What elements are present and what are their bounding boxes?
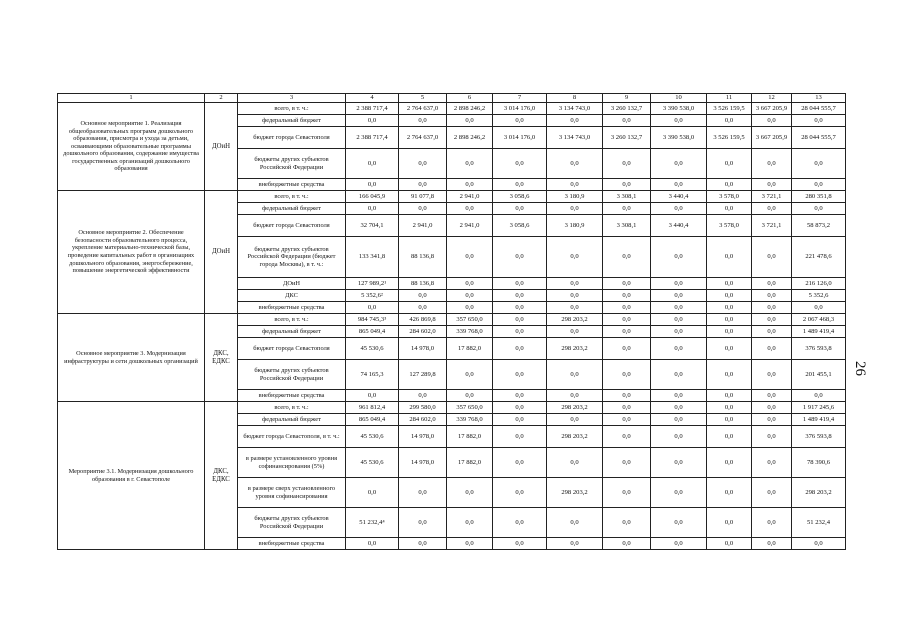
value-cell: 0,0 bbox=[547, 390, 603, 402]
value-cell: 0,0 bbox=[447, 478, 493, 508]
funding-source-cell: всего, в т. ч.: bbox=[238, 191, 346, 203]
value-cell: 0,0 bbox=[547, 115, 603, 127]
funding-source-cell: ДОиН bbox=[238, 278, 346, 290]
value-cell: 88 136,8 bbox=[399, 237, 447, 278]
value-cell: 3 390 538,0 bbox=[651, 103, 707, 115]
value-cell: 0,0 bbox=[603, 149, 651, 179]
value-cell: 0,0 bbox=[346, 302, 399, 314]
value-cell: 0,0 bbox=[651, 149, 707, 179]
value-cell: 0,0 bbox=[752, 203, 792, 215]
value-cell: 0,0 bbox=[493, 115, 547, 127]
value-cell: 1 489 419,4 bbox=[792, 326, 846, 338]
value-cell: 3 440,4 bbox=[651, 215, 707, 237]
value-cell: 0,0 bbox=[493, 448, 547, 478]
value-cell: 298 203,2 bbox=[547, 478, 603, 508]
value-cell: 0,0 bbox=[752, 360, 792, 390]
value-cell: 357 650,0 bbox=[447, 314, 493, 326]
value-cell: 14 978,0 bbox=[399, 338, 447, 360]
header-cell: 9 bbox=[603, 94, 651, 103]
value-cell: 426 869,8 bbox=[399, 314, 447, 326]
funding-source-cell: всего, в т. ч.: bbox=[238, 314, 346, 326]
funding-source-cell: бюджеты других субъектов Российской Федерации bbox=[238, 149, 346, 179]
funding-source-cell: федеральный бюджет bbox=[238, 203, 346, 215]
value-cell: 0,0 bbox=[707, 203, 752, 215]
value-cell: 0,0 bbox=[752, 314, 792, 326]
value-cell: 0,0 bbox=[707, 179, 752, 191]
value-cell: 0,0 bbox=[399, 478, 447, 508]
value-cell: 0,0 bbox=[707, 149, 752, 179]
funding-source-cell: бюджет города Севастополя bbox=[238, 215, 346, 237]
value-cell: 0,0 bbox=[651, 478, 707, 508]
value-cell: 0,0 bbox=[651, 414, 707, 426]
value-cell: 298 203,2 bbox=[547, 426, 603, 448]
header-cell: 5 bbox=[399, 94, 447, 103]
value-cell: 376 593,8 bbox=[792, 338, 846, 360]
value-cell: 0,0 bbox=[493, 203, 547, 215]
value-cell: 0,0 bbox=[651, 278, 707, 290]
value-cell: 5 352,6 bbox=[792, 290, 846, 302]
value-cell: 2 764 637,0 bbox=[399, 127, 447, 149]
executor-cell: ДКС, ЕДКС bbox=[205, 402, 238, 550]
value-cell: 0,0 bbox=[399, 179, 447, 191]
value-cell: 3 014 176,0 bbox=[493, 103, 547, 115]
value-cell: 0,0 bbox=[651, 390, 707, 402]
value-cell: 51 232,4⁴ bbox=[346, 508, 399, 538]
value-cell: 0,0 bbox=[603, 478, 651, 508]
value-cell: 0,0 bbox=[547, 326, 603, 338]
value-cell: 3 721,1 bbox=[752, 215, 792, 237]
header-cell: 10 bbox=[651, 94, 707, 103]
value-cell: 299 580,0 bbox=[399, 402, 447, 414]
value-cell: 0,0 bbox=[707, 402, 752, 414]
funding-source-cell: всего, в т. ч.: bbox=[238, 103, 346, 115]
value-cell: 0,0 bbox=[399, 302, 447, 314]
value-cell: 127 289,8 bbox=[399, 360, 447, 390]
value-cell: 3 180,9 bbox=[547, 215, 603, 237]
value-cell: 0,0 bbox=[752, 538, 792, 550]
value-cell: 0,0 bbox=[493, 390, 547, 402]
value-cell: 0,0 bbox=[707, 478, 752, 508]
value-cell: 339 768,0 bbox=[447, 326, 493, 338]
table-row bbox=[58, 402, 846, 414]
value-cell: 0,0 bbox=[651, 203, 707, 215]
value-cell: 865 049,4 bbox=[346, 414, 399, 426]
value-cell: 0,0 bbox=[447, 203, 493, 215]
funding-source-cell: бюджет города Севастополя, в т. ч.: bbox=[238, 426, 346, 448]
value-cell: 3 014 176,0 bbox=[493, 127, 547, 149]
value-cell: 0,0 bbox=[651, 508, 707, 538]
value-cell: 58 873,2 bbox=[792, 215, 846, 237]
value-cell: 0,0 bbox=[651, 338, 707, 360]
funding-source-cell: бюджеты других субъектов Российской Федерации bbox=[238, 508, 346, 538]
value-cell: 0,0 bbox=[792, 149, 846, 179]
value-cell: 17 882,0 bbox=[447, 426, 493, 448]
value-cell: 0,0 bbox=[603, 203, 651, 215]
value-cell: 0,0 bbox=[752, 149, 792, 179]
value-cell: 0,0 bbox=[603, 326, 651, 338]
value-cell: 0,0 bbox=[752, 390, 792, 402]
value-cell: 0,0 bbox=[493, 426, 547, 448]
value-cell: 0,0 bbox=[603, 115, 651, 127]
value-cell: 0,0 bbox=[447, 149, 493, 179]
value-cell: 0,0 bbox=[603, 314, 651, 326]
value-cell: 0,0 bbox=[493, 508, 547, 538]
value-cell: 1 917 245,6 bbox=[792, 402, 846, 414]
value-cell: 0,0 bbox=[447, 360, 493, 390]
value-cell: 28 044 555,7 bbox=[792, 103, 846, 115]
value-cell: 0,0 bbox=[346, 149, 399, 179]
value-cell: 0,0 bbox=[603, 360, 651, 390]
value-cell: 0,0 bbox=[547, 360, 603, 390]
executor-cell: ДОиН bbox=[205, 103, 238, 191]
value-cell: 0,0 bbox=[447, 508, 493, 538]
value-cell: 0,0 bbox=[752, 115, 792, 127]
value-cell: 0,0 bbox=[752, 414, 792, 426]
value-cell: 3 667 205,9 bbox=[752, 127, 792, 149]
value-cell: 0,0 bbox=[493, 302, 547, 314]
value-cell: 78 390,6 bbox=[792, 448, 846, 478]
value-cell: 0,0 bbox=[447, 237, 493, 278]
value-cell: 0,0 bbox=[399, 538, 447, 550]
value-cell: 0,0 bbox=[603, 508, 651, 538]
value-cell: 28 044 555,7 bbox=[792, 127, 846, 149]
value-cell: 0,0 bbox=[603, 302, 651, 314]
value-cell: 45 530,6 bbox=[346, 338, 399, 360]
funding-table bbox=[57, 93, 846, 550]
value-cell: 0,0 bbox=[707, 326, 752, 338]
value-cell: 2 764 637,0 bbox=[399, 103, 447, 115]
value-cell: 0,0 bbox=[792, 203, 846, 215]
value-cell: 0,0 bbox=[603, 179, 651, 191]
value-cell: 376 593,8 bbox=[792, 426, 846, 448]
header-cell: 6 bbox=[447, 94, 493, 103]
header-row bbox=[58, 94, 846, 103]
value-cell: 133 341,8 bbox=[346, 237, 399, 278]
value-cell: 2 941,0 bbox=[447, 215, 493, 237]
value-cell: 0,0 bbox=[752, 278, 792, 290]
funding-source-cell: федеральный бюджет bbox=[238, 326, 346, 338]
value-cell: 0,0 bbox=[547, 278, 603, 290]
value-cell: 2 388 717,4 bbox=[346, 127, 399, 149]
funding-source-cell: бюджеты других субъектов Российской Федерации (бюджет города Москвы), в т. ч.: bbox=[238, 237, 346, 278]
value-cell: 0,0 bbox=[707, 360, 752, 390]
value-cell: 0,0 bbox=[547, 290, 603, 302]
value-cell: 3 390 538,0 bbox=[651, 127, 707, 149]
value-cell: 0,0 bbox=[547, 237, 603, 278]
value-cell: 88 136,8 bbox=[399, 278, 447, 290]
value-cell: 0,0 bbox=[447, 179, 493, 191]
value-cell: 3 440,4 bbox=[651, 191, 707, 203]
header-cell: 11 bbox=[707, 94, 752, 103]
value-cell: 0,0 bbox=[547, 508, 603, 538]
value-cell: 0,0 bbox=[707, 538, 752, 550]
value-cell: 298 203,2 bbox=[547, 402, 603, 414]
value-cell: 280 351,8 bbox=[792, 191, 846, 203]
value-cell: 3 526 159,5 bbox=[707, 127, 752, 149]
value-cell: 984 745,3³ bbox=[346, 314, 399, 326]
value-cell: 0,0 bbox=[399, 203, 447, 215]
value-cell: 0,0 bbox=[603, 290, 651, 302]
value-cell: 0,0 bbox=[752, 338, 792, 360]
value-cell: 0,0 bbox=[399, 290, 447, 302]
value-cell: 2 067 468,3 bbox=[792, 314, 846, 326]
funding-source-cell: внебюджетные средства bbox=[238, 179, 346, 191]
funding-source-cell: ДКС bbox=[238, 290, 346, 302]
value-cell: 0,0 bbox=[792, 538, 846, 550]
value-cell: 298 203,2 bbox=[547, 338, 603, 360]
value-cell: 0,0 bbox=[603, 426, 651, 448]
value-cell: 0,0 bbox=[493, 338, 547, 360]
value-cell: 3 058,6 bbox=[493, 215, 547, 237]
value-cell: 3 260 132,7 bbox=[603, 103, 651, 115]
value-cell: 0,0 bbox=[792, 115, 846, 127]
value-cell: 0,0 bbox=[651, 360, 707, 390]
value-cell: 0,0 bbox=[447, 115, 493, 127]
header-cell: 2 bbox=[205, 94, 238, 103]
value-cell: 0,0 bbox=[707, 278, 752, 290]
value-cell: 0,0 bbox=[752, 237, 792, 278]
value-cell: 0,0 bbox=[707, 508, 752, 538]
value-cell: 0,0 bbox=[493, 290, 547, 302]
value-cell: 0,0 bbox=[346, 179, 399, 191]
value-cell: 0,0 bbox=[792, 179, 846, 191]
value-cell: 51 232,4 bbox=[792, 508, 846, 538]
value-cell: 2 898 246,2 bbox=[447, 103, 493, 115]
value-cell: 0,0 bbox=[752, 179, 792, 191]
value-cell: 3 058,6 bbox=[493, 191, 547, 203]
table-row bbox=[58, 191, 846, 203]
value-cell: 0,0 bbox=[707, 115, 752, 127]
value-cell: 91 077,8 bbox=[399, 191, 447, 203]
value-cell: 0,0 bbox=[493, 149, 547, 179]
value-cell: 0,0 bbox=[346, 390, 399, 402]
value-cell: 0,0 bbox=[493, 538, 547, 550]
value-cell: 2 898 246,2 bbox=[447, 127, 493, 149]
measure-name-cell: Основное мероприятие 2. Обеспечение безопасности образовательного процесса, укрепление материально-технической базы, проведение капитальных работ в организациях дошкольного образования, энергосбережение, повышение энергетической эффективности bbox=[58, 191, 205, 314]
funding-source-cell: в размере сверх установленного уровня софинансирования bbox=[238, 478, 346, 508]
value-cell: 357 650,0 bbox=[447, 402, 493, 414]
value-cell: 0,0 bbox=[447, 290, 493, 302]
header-cell: 13 bbox=[792, 94, 846, 103]
value-cell: 3 578,0 bbox=[707, 215, 752, 237]
value-cell: 2 941,0 bbox=[399, 215, 447, 237]
value-cell: 0,0 bbox=[493, 360, 547, 390]
value-cell: 298 203,2 bbox=[792, 478, 846, 508]
value-cell: 0,0 bbox=[707, 314, 752, 326]
table-row bbox=[58, 314, 846, 326]
funding-source-cell: внебюджетные средства bbox=[238, 538, 346, 550]
funding-source-cell: федеральный бюджет bbox=[238, 414, 346, 426]
value-cell: 0,0 bbox=[752, 508, 792, 538]
value-cell: 216 126,0 bbox=[792, 278, 846, 290]
executor-cell: ДОиН bbox=[205, 191, 238, 314]
value-cell: 0,0 bbox=[547, 538, 603, 550]
value-cell: 0,0 bbox=[752, 326, 792, 338]
value-cell: 0,0 bbox=[447, 390, 493, 402]
funding-source-cell: внебюджетные средства bbox=[238, 390, 346, 402]
value-cell: 0,0 bbox=[707, 448, 752, 478]
value-cell: 0,0 bbox=[707, 426, 752, 448]
value-cell: 0,0 bbox=[752, 290, 792, 302]
value-cell: 0,0 bbox=[603, 278, 651, 290]
value-cell: 0,0 bbox=[346, 115, 399, 127]
value-cell: 0,0 bbox=[493, 414, 547, 426]
value-cell: 0,0 bbox=[399, 149, 447, 179]
value-cell: 3 134 743,0 bbox=[547, 127, 603, 149]
value-cell: 0,0 bbox=[651, 538, 707, 550]
value-cell: 298 203,2 bbox=[547, 314, 603, 326]
value-cell: 0,0 bbox=[493, 314, 547, 326]
value-cell: 0,0 bbox=[447, 302, 493, 314]
value-cell: 127 989,2¹ bbox=[346, 278, 399, 290]
value-cell: 0,0 bbox=[792, 302, 846, 314]
page-number: 26 bbox=[852, 361, 868, 376]
funding-source-cell: в размере установленного уровня софинансирования (5%) bbox=[238, 448, 346, 478]
table-body bbox=[58, 94, 846, 550]
value-cell: 0,0 bbox=[707, 302, 752, 314]
value-cell: 284 602,0 bbox=[399, 414, 447, 426]
value-cell: 0,0 bbox=[651, 302, 707, 314]
header-cell: 4 bbox=[346, 94, 399, 103]
measure-name-cell: Мероприятие 3.1. Модернизация дошкольного образования в г. Севастополе bbox=[58, 402, 205, 550]
value-cell: 0,0 bbox=[493, 278, 547, 290]
measure-name-cell: Основное мероприятие 3. Модернизация инфраструктуры и сети дошкольных организаций bbox=[58, 314, 205, 402]
value-cell: 865 049,4 bbox=[346, 326, 399, 338]
value-cell: 0,0 bbox=[752, 402, 792, 414]
funding-source-cell: бюджеты других субъектов Российской Федерации bbox=[238, 360, 346, 390]
value-cell: 1 489 419,4 bbox=[792, 414, 846, 426]
funding-source-cell: бюджет города Севастополя bbox=[238, 127, 346, 149]
executor-cell: ДКС, ЕДКС bbox=[205, 314, 238, 402]
value-cell: 45 530,6 bbox=[346, 426, 399, 448]
header-cell: 7 bbox=[493, 94, 547, 103]
value-cell: 0,0 bbox=[547, 302, 603, 314]
value-cell: 0,0 bbox=[447, 278, 493, 290]
value-cell: 0,0 bbox=[603, 402, 651, 414]
value-cell: 0,0 bbox=[493, 402, 547, 414]
header-cell: 12 bbox=[752, 94, 792, 103]
value-cell: 0,0 bbox=[603, 338, 651, 360]
funding-source-cell: всего, в т. ч.: bbox=[238, 402, 346, 414]
value-cell: 17 882,0 bbox=[447, 448, 493, 478]
value-cell: 3 526 159,5 bbox=[707, 103, 752, 115]
value-cell: 221 478,6 bbox=[792, 237, 846, 278]
value-cell: 0,0 bbox=[493, 326, 547, 338]
value-cell: 0,0 bbox=[603, 448, 651, 478]
value-cell: 0,0 bbox=[346, 478, 399, 508]
funding-source-cell: бюджет города Севастополя bbox=[238, 338, 346, 360]
value-cell: 0,0 bbox=[399, 115, 447, 127]
value-cell: 0,0 bbox=[603, 538, 651, 550]
value-cell: 14 978,0 bbox=[399, 426, 447, 448]
value-cell: 0,0 bbox=[707, 390, 752, 402]
value-cell: 17 882,0 bbox=[447, 338, 493, 360]
value-cell: 0,0 bbox=[547, 414, 603, 426]
value-cell: 0,0 bbox=[651, 237, 707, 278]
value-cell: 3 308,1 bbox=[603, 215, 651, 237]
value-cell: 166 045,9 bbox=[346, 191, 399, 203]
value-cell: 284 602,0 bbox=[399, 326, 447, 338]
value-cell: 0,0 bbox=[399, 508, 447, 538]
value-cell: 0,0 bbox=[447, 538, 493, 550]
value-cell: 74 165,3 bbox=[346, 360, 399, 390]
funding-source-cell: федеральный бюджет bbox=[238, 115, 346, 127]
value-cell: 0,0 bbox=[547, 448, 603, 478]
value-cell: 0,0 bbox=[603, 414, 651, 426]
value-cell: 3 134 743,0 bbox=[547, 103, 603, 115]
value-cell: 0,0 bbox=[651, 402, 707, 414]
measure-name-cell: Основное мероприятие 1. Реализация общеобразовательных программ дошкольного образования, присмотра и ухода за детьми, осваивающими образовательные программы дошкольного образования, содержание имущества государственных организаций дошкольного образования bbox=[58, 103, 205, 191]
value-cell: 0,0 bbox=[792, 390, 846, 402]
value-cell: 0,0 bbox=[493, 478, 547, 508]
value-cell: 0,0 bbox=[603, 237, 651, 278]
value-cell: 0,0 bbox=[493, 237, 547, 278]
value-cell: 0,0 bbox=[651, 448, 707, 478]
value-cell: 32 704,1 bbox=[346, 215, 399, 237]
value-cell: 0,0 bbox=[547, 149, 603, 179]
value-cell: 0,0 bbox=[752, 478, 792, 508]
value-cell: 0,0 bbox=[707, 414, 752, 426]
table-row bbox=[58, 103, 846, 115]
value-cell: 0,0 bbox=[651, 290, 707, 302]
value-cell: 0,0 bbox=[651, 179, 707, 191]
funding-source-cell: внебюджетные средства bbox=[238, 302, 346, 314]
value-cell: 0,0 bbox=[547, 179, 603, 191]
value-cell: 201 455,1 bbox=[792, 360, 846, 390]
value-cell: 0,0 bbox=[651, 326, 707, 338]
header-cell: 8 bbox=[547, 94, 603, 103]
value-cell: 0,0 bbox=[707, 290, 752, 302]
value-cell: 0,0 bbox=[707, 237, 752, 278]
value-cell: 0,0 bbox=[752, 302, 792, 314]
value-cell: 0,0 bbox=[346, 538, 399, 550]
value-cell: 0,0 bbox=[651, 314, 707, 326]
value-cell: 0,0 bbox=[346, 203, 399, 215]
value-cell: 14 978,0 bbox=[399, 448, 447, 478]
value-cell: 0,0 bbox=[603, 390, 651, 402]
value-cell: 3 260 132,7 bbox=[603, 127, 651, 149]
value-cell: 3 180,9 bbox=[547, 191, 603, 203]
value-cell: 2 941,0 bbox=[447, 191, 493, 203]
value-cell: 3 721,1 bbox=[752, 191, 792, 203]
value-cell: 2 388 717,4 bbox=[346, 103, 399, 115]
value-cell: 0,0 bbox=[547, 203, 603, 215]
value-cell: 0,0 bbox=[752, 426, 792, 448]
value-cell: 961 812,4 bbox=[346, 402, 399, 414]
value-cell: 3 578,0 bbox=[707, 191, 752, 203]
value-cell: 3 308,1 bbox=[603, 191, 651, 203]
value-cell: 3 667 205,9 bbox=[752, 103, 792, 115]
value-cell: 0,0 bbox=[651, 426, 707, 448]
value-cell: 0,0 bbox=[493, 179, 547, 191]
header-cell: 1 bbox=[58, 94, 205, 103]
value-cell: 0,0 bbox=[707, 338, 752, 360]
header-cell: 3 bbox=[238, 94, 346, 103]
value-cell: 0,0 bbox=[752, 448, 792, 478]
value-cell: 0,0 bbox=[399, 390, 447, 402]
value-cell: 0,0 bbox=[651, 115, 707, 127]
value-cell: 45 530,6 bbox=[346, 448, 399, 478]
value-cell: 5 352,6² bbox=[346, 290, 399, 302]
value-cell: 339 768,0 bbox=[447, 414, 493, 426]
